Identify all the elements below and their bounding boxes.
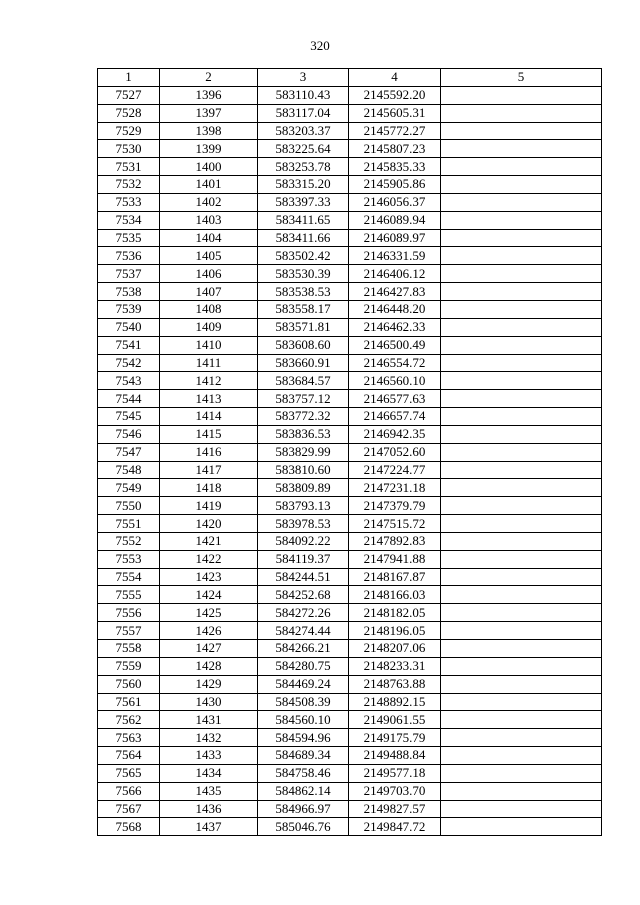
table-cell-col-4: 2148763.88 — [349, 675, 441, 693]
table-row — [98, 408, 602, 426]
table-cell-col-5 — [441, 640, 602, 658]
table-row — [98, 247, 602, 265]
table-cell-col-2: 1402 — [160, 193, 258, 211]
table-cell-col-1: 7530 — [98, 140, 160, 158]
table-row — [98, 86, 602, 104]
table-cell-col-2: 1426 — [160, 622, 258, 640]
table-row — [98, 140, 602, 158]
table-cell-col-1: 7554 — [98, 568, 160, 586]
table-cell-col-4: 2146406.12 — [349, 265, 441, 283]
table-cell-col-2: 1405 — [160, 247, 258, 265]
table-cell-col-4: 2145835.33 — [349, 158, 441, 176]
table-cell-col-1: 7531 — [98, 158, 160, 176]
table-row — [98, 122, 602, 140]
table-cell-col-4: 2146657.74 — [349, 408, 441, 426]
table-cell-col-5 — [441, 372, 602, 390]
table-cell-col-3: 583684.57 — [258, 372, 349, 390]
column-header-3: 3 — [258, 69, 349, 87]
table-cell-col-4: 2146462.33 — [349, 318, 441, 336]
table-row — [98, 586, 602, 604]
table-cell-col-1: 7566 — [98, 782, 160, 800]
table-row — [98, 193, 602, 211]
table-cell-col-5 — [441, 247, 602, 265]
table-cell-col-1: 7547 — [98, 443, 160, 461]
table-cell-col-4: 2149061.55 — [349, 711, 441, 729]
table-cell-col-2: 1434 — [160, 764, 258, 782]
table-cell-col-5 — [441, 122, 602, 140]
table-cell-col-2: 1411 — [160, 354, 258, 372]
table-row — [98, 283, 602, 301]
table-row — [98, 550, 602, 568]
table-cell-col-2: 1437 — [160, 818, 258, 836]
table-cell-col-5 — [441, 693, 602, 711]
table-cell-col-2: 1400 — [160, 158, 258, 176]
table-cell-col-3: 583793.13 — [258, 497, 349, 515]
table-cell-col-4: 2146448.20 — [349, 300, 441, 318]
table-cell-col-2: 1416 — [160, 443, 258, 461]
table-cell-col-3: 583757.12 — [258, 390, 349, 408]
table-row — [98, 782, 602, 800]
table-cell-col-1: 7529 — [98, 122, 160, 140]
table-cell-col-3: 583772.32 — [258, 408, 349, 426]
table-cell-col-4: 2149175.79 — [349, 729, 441, 747]
table-cell-col-5 — [441, 86, 602, 104]
table-cell-col-3: 584119.37 — [258, 550, 349, 568]
table-cell-col-4: 2146089.94 — [349, 211, 441, 229]
table-cell-col-3: 583411.65 — [258, 211, 349, 229]
table-row — [98, 372, 602, 390]
table-cell-col-2: 1418 — [160, 479, 258, 497]
table-cell-col-1: 7536 — [98, 247, 160, 265]
table-cell-col-2: 1396 — [160, 86, 258, 104]
table-cell-col-3: 583315.20 — [258, 176, 349, 194]
table-cell-col-4: 2148182.05 — [349, 604, 441, 622]
table-cell-col-4: 2146500.49 — [349, 336, 441, 354]
table-row — [98, 675, 602, 693]
table-cell-col-1: 7543 — [98, 372, 160, 390]
table-row — [98, 515, 602, 533]
table-cell-col-1: 7532 — [98, 176, 160, 194]
table-cell-col-2: 1429 — [160, 675, 258, 693]
table-cell-col-3: 583397.33 — [258, 193, 349, 211]
table-cell-col-3: 584280.75 — [258, 657, 349, 675]
table-cell-col-1: 7539 — [98, 300, 160, 318]
table-cell-col-5 — [441, 764, 602, 782]
page-number: 320 — [310, 38, 330, 53]
table-row — [98, 568, 602, 586]
table-cell-col-4: 2147231.18 — [349, 479, 441, 497]
table-cell-col-3: 583502.42 — [258, 247, 349, 265]
table-cell-col-1: 7567 — [98, 800, 160, 818]
table-cell-col-1: 7559 — [98, 657, 160, 675]
table-row — [98, 622, 602, 640]
table-cell-col-2: 1406 — [160, 265, 258, 283]
table-cell-col-3: 584274.44 — [258, 622, 349, 640]
table-cell-col-2: 1408 — [160, 300, 258, 318]
table-cell-col-1: 7551 — [98, 515, 160, 533]
table-cell-col-5 — [441, 782, 602, 800]
table-cell-col-1: 7556 — [98, 604, 160, 622]
table-cell-col-2: 1427 — [160, 640, 258, 658]
table-cell-col-4: 2146577.63 — [349, 390, 441, 408]
table-cell-col-5 — [441, 193, 602, 211]
table-cell-col-4: 2146560.10 — [349, 372, 441, 390]
table-cell-col-5 — [441, 461, 602, 479]
table-cell-col-1: 7564 — [98, 747, 160, 765]
table-row — [98, 265, 602, 283]
table-cell-col-5 — [441, 265, 602, 283]
table-cell-col-1: 7555 — [98, 586, 160, 604]
table-cell-col-3: 584758.46 — [258, 764, 349, 782]
table-cell-col-5 — [441, 390, 602, 408]
table-cell-col-4: 2145905.86 — [349, 176, 441, 194]
table-cell-col-3: 583225.64 — [258, 140, 349, 158]
table-cell-col-5 — [441, 497, 602, 515]
table-cell-col-5 — [441, 568, 602, 586]
table-cell-col-4: 2147052.60 — [349, 443, 441, 461]
table-cell-col-4: 2147515.72 — [349, 515, 441, 533]
table-row — [98, 764, 602, 782]
table-cell-col-2: 1397 — [160, 104, 258, 122]
table-row — [98, 747, 602, 765]
table-cell-col-3: 585046.76 — [258, 818, 349, 836]
table-cell-col-3: 583571.81 — [258, 318, 349, 336]
table-cell-col-4: 2149577.18 — [349, 764, 441, 782]
table-cell-col-2: 1398 — [160, 122, 258, 140]
column-header-5: 5 — [441, 69, 602, 87]
table-cell-col-3: 584272.26 — [258, 604, 349, 622]
table-cell-col-2: 1428 — [160, 657, 258, 675]
table-cell-col-4: 2146554.72 — [349, 354, 441, 372]
column-header-2: 2 — [160, 69, 258, 87]
table-cell-col-3: 584252.68 — [258, 586, 349, 604]
table-cell-col-5 — [441, 729, 602, 747]
table-cell-col-1: 7562 — [98, 711, 160, 729]
table-row — [98, 711, 602, 729]
table-row — [98, 300, 602, 318]
table-row — [98, 211, 602, 229]
table-cell-col-4: 2149827.57 — [349, 800, 441, 818]
table-cell-col-5 — [441, 176, 602, 194]
table-cell-col-1: 7560 — [98, 675, 160, 693]
table-cell-col-3: 583809.89 — [258, 479, 349, 497]
table-cell-col-3: 583608.60 — [258, 336, 349, 354]
table-cell-col-4: 2146331.59 — [349, 247, 441, 265]
table-cell-col-5 — [441, 443, 602, 461]
table-body — [98, 86, 602, 835]
table-cell-col-3: 583836.53 — [258, 425, 349, 443]
table-cell-col-1: 7541 — [98, 336, 160, 354]
table-cell-col-3: 583110.43 — [258, 86, 349, 104]
table-row — [98, 318, 602, 336]
table-cell-col-3: 584689.34 — [258, 747, 349, 765]
table-cell-col-5 — [441, 675, 602, 693]
table-cell-col-4: 2145592.20 — [349, 86, 441, 104]
table-cell-col-3: 583411.66 — [258, 229, 349, 247]
table-row — [98, 425, 602, 443]
table-row — [98, 461, 602, 479]
table-cell-col-5 — [441, 104, 602, 122]
table-cell-col-4: 2148167.87 — [349, 568, 441, 586]
column-header-1: 1 — [98, 69, 160, 87]
table-cell-col-1: 7527 — [98, 86, 160, 104]
table-cell-col-2: 1435 — [160, 782, 258, 800]
table-cell-col-3: 583538.53 — [258, 283, 349, 301]
table-cell-col-2: 1431 — [160, 711, 258, 729]
table-row — [98, 729, 602, 747]
table-cell-col-2: 1422 — [160, 550, 258, 568]
table-cell-col-3: 584508.39 — [258, 693, 349, 711]
table-cell-col-5 — [441, 711, 602, 729]
table-row — [98, 657, 602, 675]
table-cell-col-5 — [441, 211, 602, 229]
table-cell-col-5 — [441, 800, 602, 818]
table-cell-col-2: 1410 — [160, 336, 258, 354]
table-cell-col-2: 1407 — [160, 283, 258, 301]
table-cell-col-5 — [441, 140, 602, 158]
table-cell-col-5 — [441, 408, 602, 426]
table-cell-col-2: 1417 — [160, 461, 258, 479]
table-cell-col-5 — [441, 318, 602, 336]
table-cell-col-3: 583810.60 — [258, 461, 349, 479]
table-cell-col-3: 583530.39 — [258, 265, 349, 283]
table-cell-col-4: 2148166.03 — [349, 586, 441, 604]
table-cell-col-4: 2146942.35 — [349, 425, 441, 443]
table-cell-col-2: 1419 — [160, 497, 258, 515]
table-cell-col-5 — [441, 515, 602, 533]
table-cell-col-2: 1430 — [160, 693, 258, 711]
table-cell-col-5 — [441, 425, 602, 443]
table-row — [98, 104, 602, 122]
table-cell-col-2: 1433 — [160, 747, 258, 765]
table-cell-col-2: 1401 — [160, 176, 258, 194]
table-row — [98, 354, 602, 372]
table-cell-col-5 — [441, 657, 602, 675]
table-cell-col-2: 1404 — [160, 229, 258, 247]
table-cell-col-2: 1436 — [160, 800, 258, 818]
table-cell-col-4: 2146056.37 — [349, 193, 441, 211]
table-cell-col-5 — [441, 336, 602, 354]
table-cell-col-1: 7537 — [98, 265, 160, 283]
table-row — [98, 336, 602, 354]
table-cell-col-1: 7542 — [98, 354, 160, 372]
table-cell-col-1: 7565 — [98, 764, 160, 782]
table-cell-col-1: 7568 — [98, 818, 160, 836]
table-row — [98, 800, 602, 818]
table-cell-col-5 — [441, 532, 602, 550]
table-row — [98, 176, 602, 194]
table-cell-col-2: 1424 — [160, 586, 258, 604]
table-cell-col-2: 1409 — [160, 318, 258, 336]
table-cell-col-1: 7540 — [98, 318, 160, 336]
table-cell-col-1: 7552 — [98, 532, 160, 550]
table-cell-col-1: 7528 — [98, 104, 160, 122]
table-row — [98, 693, 602, 711]
table-cell-col-4: 2145605.31 — [349, 104, 441, 122]
table-cell-col-1: 7550 — [98, 497, 160, 515]
table-cell-col-1: 7561 — [98, 693, 160, 711]
table-cell-col-4: 2145807.23 — [349, 140, 441, 158]
table-cell-col-2: 1403 — [160, 211, 258, 229]
table-cell-col-1: 7546 — [98, 425, 160, 443]
table-cell-col-2: 1413 — [160, 390, 258, 408]
table-cell-col-3: 584966.97 — [258, 800, 349, 818]
table-cell-col-3: 584244.51 — [258, 568, 349, 586]
table-cell-col-5 — [441, 354, 602, 372]
table-cell-col-1: 7553 — [98, 550, 160, 568]
table-cell-col-3: 584266.21 — [258, 640, 349, 658]
table-cell-col-1: 7544 — [98, 390, 160, 408]
table-cell-col-1: 7548 — [98, 461, 160, 479]
table-cell-col-3: 583660.91 — [258, 354, 349, 372]
table-cell-col-1: 7538 — [98, 283, 160, 301]
table-cell-col-3: 584862.14 — [258, 782, 349, 800]
table-cell-col-5 — [441, 229, 602, 247]
table-cell-col-4: 2147892.83 — [349, 532, 441, 550]
table-row — [98, 229, 602, 247]
coordinates-table — [97, 68, 602, 836]
table-row — [98, 818, 602, 836]
table-cell-col-5 — [441, 479, 602, 497]
table-cell-col-5 — [441, 158, 602, 176]
table-cell-col-1: 7549 — [98, 479, 160, 497]
table-cell-col-4: 2146427.83 — [349, 283, 441, 301]
table-cell-col-3: 583117.04 — [258, 104, 349, 122]
table-cell-col-3: 583978.53 — [258, 515, 349, 533]
table-cell-col-4: 2148233.31 — [349, 657, 441, 675]
table-row — [98, 479, 602, 497]
table-cell-col-4: 2148892.15 — [349, 693, 441, 711]
table-cell-col-2: 1415 — [160, 425, 258, 443]
table-row — [98, 640, 602, 658]
table-cell-col-1: 7533 — [98, 193, 160, 211]
table-cell-col-2: 1432 — [160, 729, 258, 747]
table-cell-col-1: 7535 — [98, 229, 160, 247]
column-header-4: 4 — [349, 69, 441, 87]
table-cell-col-4: 2149703.70 — [349, 782, 441, 800]
table-cell-col-4: 2149488.84 — [349, 747, 441, 765]
table-cell-col-3: 583829.99 — [258, 443, 349, 461]
table-cell-col-5 — [441, 586, 602, 604]
table-cell-col-4: 2148196.05 — [349, 622, 441, 640]
table-cell-col-1: 7563 — [98, 729, 160, 747]
table-cell-col-1: 7557 — [98, 622, 160, 640]
table-cell-col-5 — [441, 604, 602, 622]
table-cell-col-2: 1420 — [160, 515, 258, 533]
table-cell-col-3: 583253.78 — [258, 158, 349, 176]
table-row — [98, 443, 602, 461]
table-cell-col-3: 584594.96 — [258, 729, 349, 747]
table-cell-col-5 — [441, 550, 602, 568]
table-cell-col-5 — [441, 818, 602, 836]
table-header-row — [98, 69, 602, 87]
table-cell-col-5 — [441, 747, 602, 765]
table-cell-col-2: 1425 — [160, 604, 258, 622]
table-cell-col-4: 2147941.88 — [349, 550, 441, 568]
table-cell-col-1: 7545 — [98, 408, 160, 426]
table-cell-col-4: 2147379.79 — [349, 497, 441, 515]
table-cell-col-2: 1412 — [160, 372, 258, 390]
table-cell-col-4: 2148207.06 — [349, 640, 441, 658]
table-cell-col-3: 584469.24 — [258, 675, 349, 693]
table-cell-col-5 — [441, 622, 602, 640]
table-cell-col-2: 1399 — [160, 140, 258, 158]
table-cell-col-1: 7534 — [98, 211, 160, 229]
table-cell-col-4: 2145772.27 — [349, 122, 441, 140]
table-cell-col-2: 1414 — [160, 408, 258, 426]
table-row — [98, 497, 602, 515]
table-row — [98, 158, 602, 176]
table-cell-col-1: 7558 — [98, 640, 160, 658]
table-cell-col-4: 2149847.72 — [349, 818, 441, 836]
table-cell-col-2: 1423 — [160, 568, 258, 586]
table-row — [98, 604, 602, 622]
table-cell-col-4: 2146089.97 — [349, 229, 441, 247]
table-cell-col-2: 1421 — [160, 532, 258, 550]
table-cell-col-4: 2147224.77 — [349, 461, 441, 479]
table-cell-col-3: 583203.37 — [258, 122, 349, 140]
table-cell-col-5 — [441, 300, 602, 318]
table-row — [98, 532, 602, 550]
table-cell-col-3: 584092.22 — [258, 532, 349, 550]
table-cell-col-3: 583558.17 — [258, 300, 349, 318]
table-row — [98, 390, 602, 408]
table-cell-col-3: 584560.10 — [258, 711, 349, 729]
table-cell-col-5 — [441, 283, 602, 301]
